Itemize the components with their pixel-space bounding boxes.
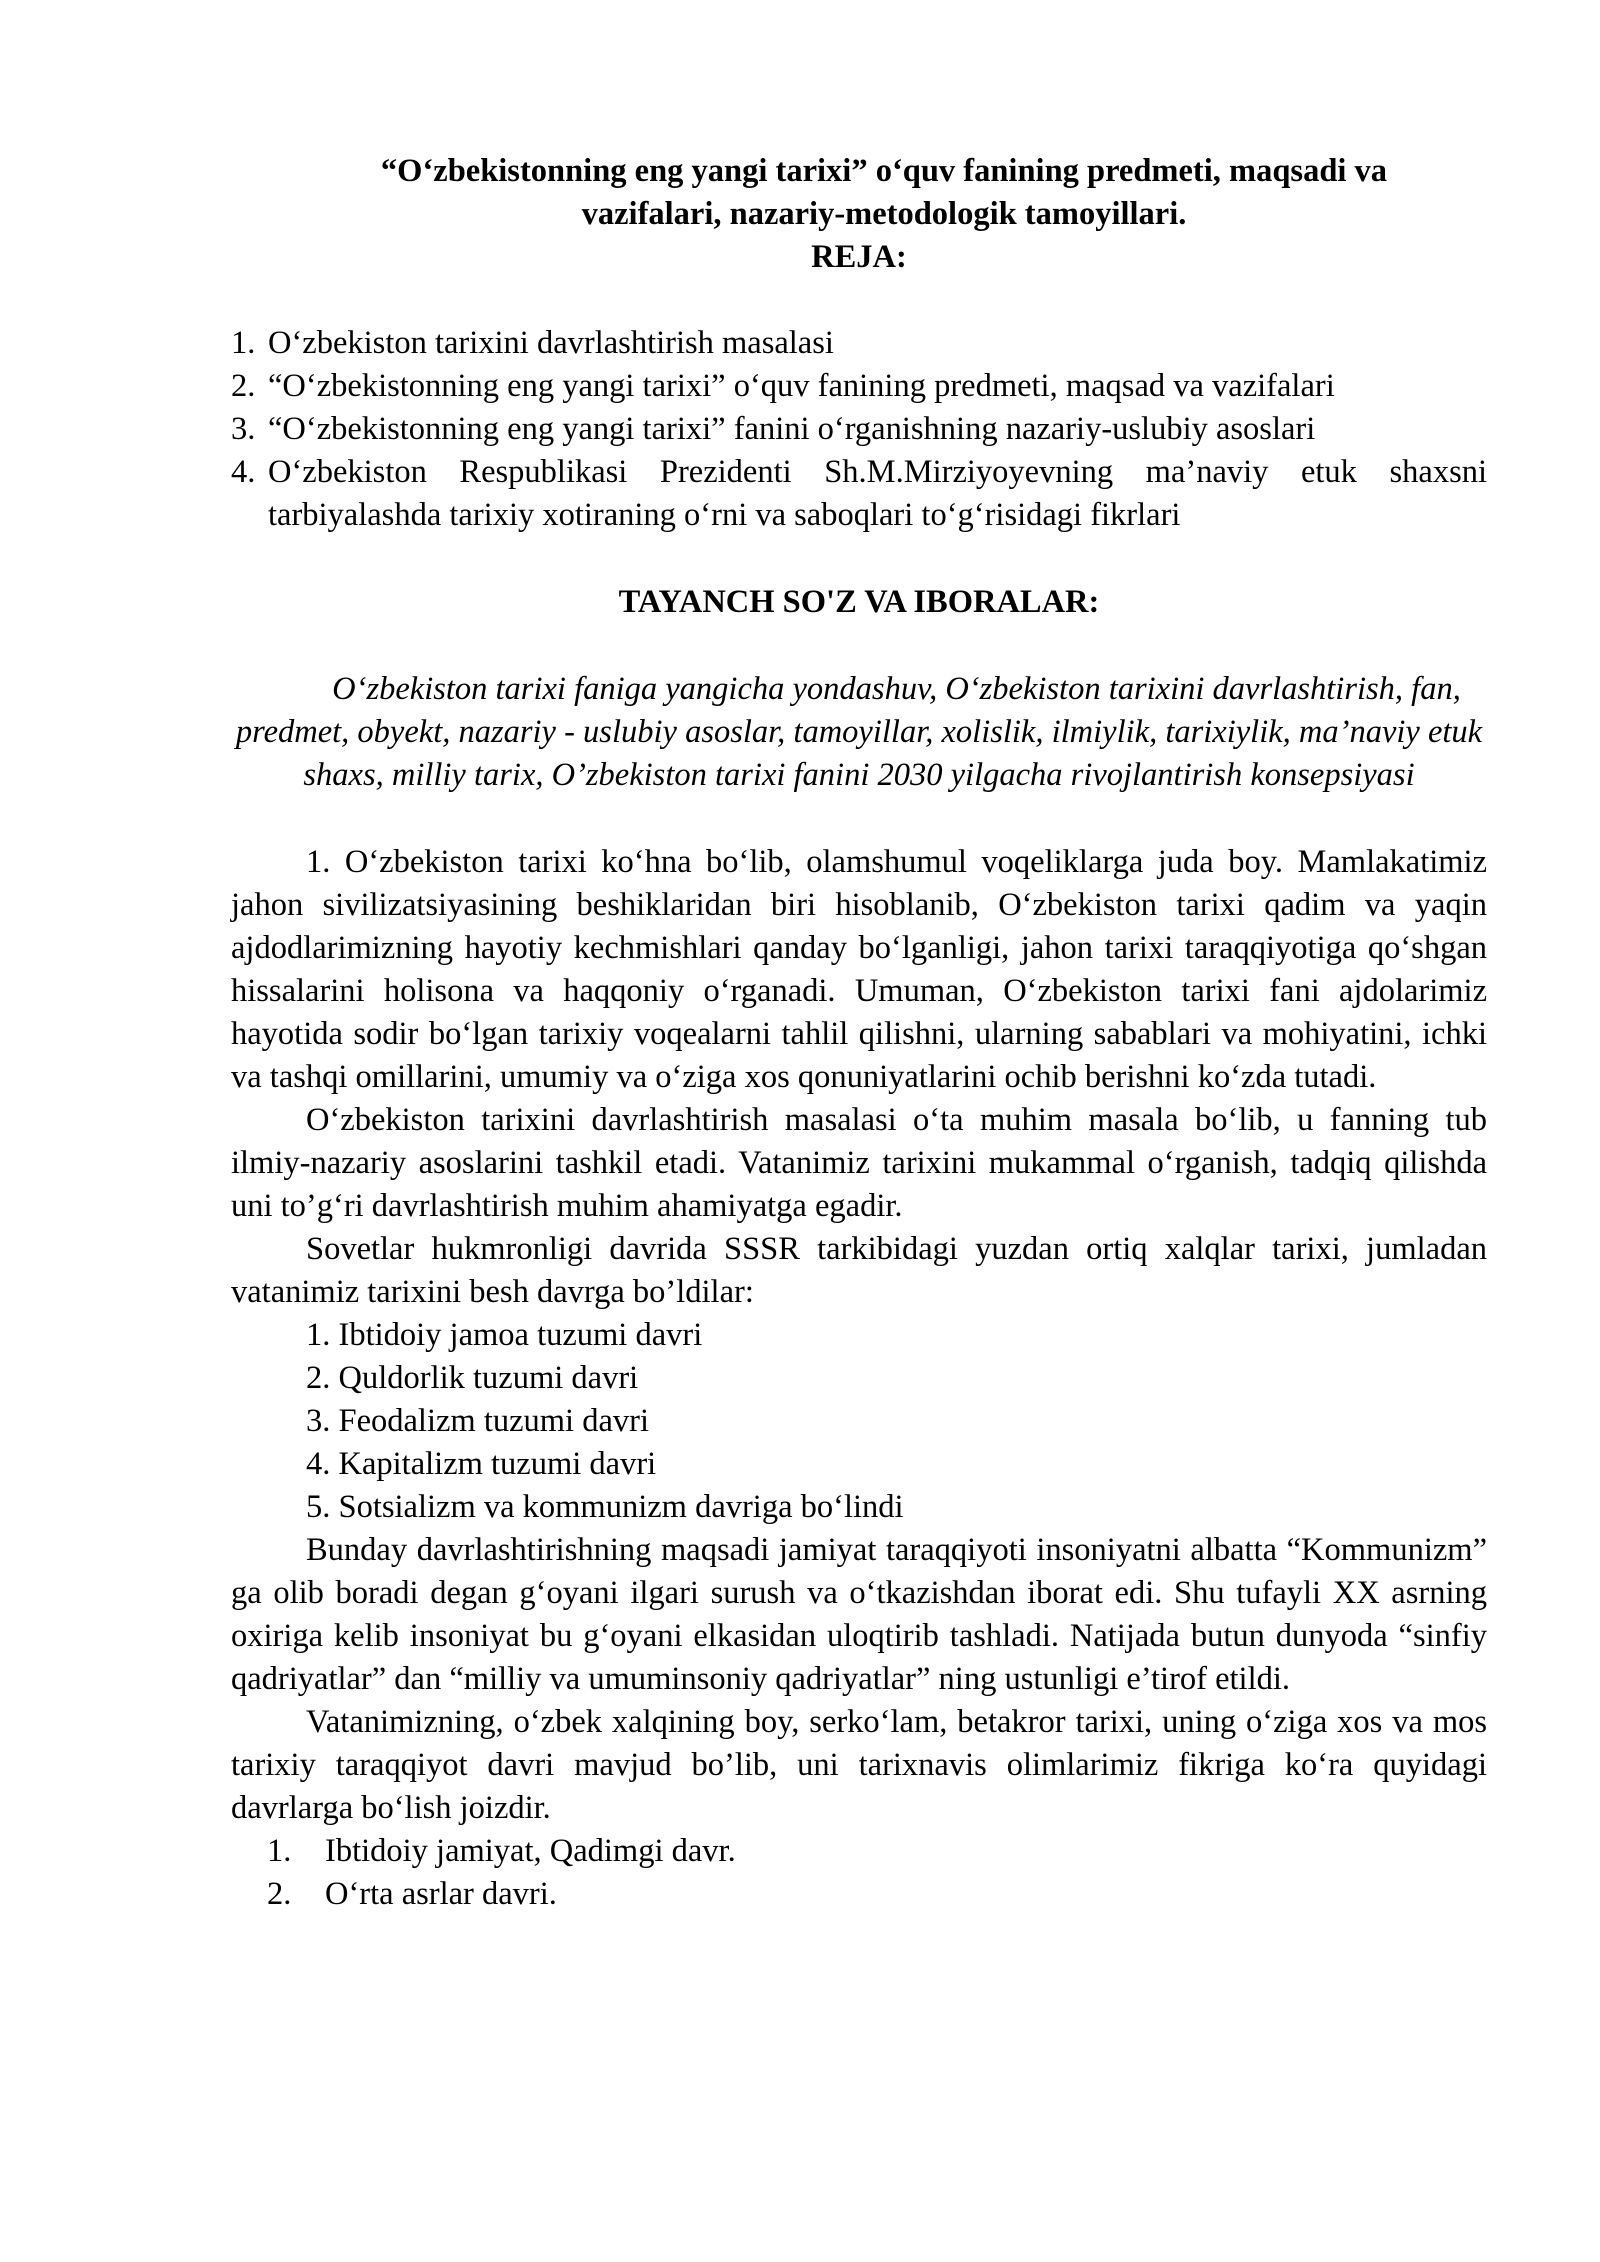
body-paragraph-5: Vatanimizning, o‘zbek xalqining boy, serko‘lam, betakror tarixi, uning o‘ziga xos va mos tarixiy taraqqiyot davri mavjud bo’lib, uni tarixnavis olimlarimiz fikriga ko‘ra quyidagi davrlarga bo‘lish joizdir. bbox=[231, 1704, 1487, 1826]
title-line-1: “O‘zbekistonning eng yangi tarixi” o‘quv fanining predmeti, maqsadi va bbox=[380, 153, 1388, 189]
document-title bbox=[231, 150, 1487, 236]
soviet-period-item: 5. Sotsializm va kommunizm davriga bo‘lindi bbox=[306, 1489, 904, 1525]
historian-period-item bbox=[267, 1873, 1487, 1916]
plan-item-text: “O‘zbekistonning eng yangi tarixi” o‘quv fanining predmeti, maqsad va vazifalari bbox=[268, 368, 1335, 404]
plan-item bbox=[231, 365, 1487, 408]
plan-item bbox=[231, 451, 1487, 537]
plan-list bbox=[231, 322, 1487, 537]
historian-period-text: Ibtidoiy jamiyat, Qadimgi davr. bbox=[325, 1833, 736, 1869]
plan-item-number: 4. bbox=[231, 454, 256, 490]
historian-period-number: 2. bbox=[267, 1876, 292, 1912]
plan-heading: REJA: bbox=[811, 239, 907, 275]
soviet-period-item: 3. Feodalizm tuzumi davri bbox=[306, 1403, 649, 1439]
plan-item-text: O‘zbekiston tarixini davrlashtirish masalasi bbox=[268, 325, 834, 361]
historian-period-text: O‘rta asrlar davri. bbox=[325, 1876, 557, 1912]
soviet-period-item: 2. Quldorlik tuzumi davri bbox=[306, 1360, 639, 1396]
historian-period-number: 1. bbox=[267, 1833, 292, 1869]
keywords-heading: TAYANCH SO'Z VA IBORALAR: bbox=[618, 584, 1100, 620]
historian-periods-list bbox=[231, 1830, 1487, 1916]
body-paragraph-3: Sovetlar hukmronligi davrida SSSR tarkibidagi yuzdan ortiq xalqlar tarixi, jumladan vatanimiz tarixini besh davrga bo’ldilar: bbox=[231, 1231, 1487, 1310]
plan-item-number: 2. bbox=[231, 368, 256, 404]
plan-item bbox=[231, 322, 1487, 365]
plan-item bbox=[231, 408, 1487, 451]
body-paragraph-4: Bunday davrlashtirishning maqsadi jamiyat taraqqiyoti insoniyatni albatta “Kommunizm” ga olib boradi degan g‘oyani ilgari surush va o‘tkazishdan iborat edi. Shu tufayli XX asrning oxiriga kelib insoniyat bu g‘oyani elkasidan uloqtirib tashladi. Natijada butun dunyoda “sinfiy qadriyatlar” dan “milliy va umuminsoniy qadriyatlar” ning ustunligi e’tirof etildi. bbox=[231, 1532, 1487, 1697]
historian-period-item bbox=[267, 1830, 1487, 1873]
title-line-2: vazifalari, nazariy-metodologik tamoyillari. bbox=[581, 196, 1187, 232]
plan-item-text: “O‘zbekistonning eng yangi tarixi” fanini o‘rganishning nazariy-uslubiy asoslari bbox=[268, 411, 1316, 447]
plan-item-number: 3. bbox=[231, 411, 256, 447]
soviet-period-item: 1. Ibtidoiy jamoa tuzumi davri bbox=[306, 1317, 703, 1353]
soviet-period-item: 4. Kapitalizm tuzumi davri bbox=[306, 1446, 657, 1482]
body-paragraph-2: O‘zbekiston tarixini davrlashtirish masalasi o‘ta muhim masala bo‘lib, u fanning tub ilmiy-nazariy asoslarini tashkil etadi. Vatanimiz tarixini mukammal o‘rganish, tadqiq qilishda uni to’g‘ri davrlashtirish muhim ahamiyatga egadir. bbox=[231, 1102, 1487, 1224]
plan-item-number: 1. bbox=[231, 325, 256, 361]
document-page bbox=[231, 150, 1487, 1916]
body-section bbox=[231, 841, 1487, 1916]
plan-item-text: O‘zbekiston Respublikasi Prezidenti Sh.M.Mirziyoyevning ma’naviy etuk shaxsni tarbiyalashda tarixiy xotiraning o‘rni va saboqlari to‘g‘risidagi fikrlari bbox=[268, 454, 1487, 533]
soviet-periods-list bbox=[231, 1314, 1487, 1529]
keywords-text: O‘zbekiston tarixi faniga yangicha yondashuv, O‘zbekiston tarixini davrlashtirish, fan, predmet, obyekt, nazariy - uslubiy asoslar, tamoyillar, xolislik, ilmiylik, tarixiylik, ma’naviy etuk shaxs, milliy tarix, O’zbekiston tarixi fanini 2030 yilgacha rivojlantirish konsepsiyasi bbox=[235, 671, 1483, 793]
body-paragraph-1: 1. O‘zbekiston tarixi ko‘hna bo‘lib, olamshumul voqeliklarga juda boy. Mamlakatimiz jahon sivilizatsiyasining beshiklaridan biri hisoblanib, O‘zbekiston tarixi qadim va yaqin ajdodlarimizning hayotiy kechmishlari qanday bo‘lganligi, jahon tarixi taraqqiyotiga qo‘shgan hissalarini holisona va haqqoniy o‘rganadi. Umuman, O‘zbekiston tarixi fani ajdolarimiz hayotida sodir bo‘lgan tarixiy voqealarni tahlil qilishni, ularning sabablari va mohiyatini, ichki va tashqi omillarini, umumiy va o‘ziga xos qonuniyatlarini ochib berishni ko‘zda tutadi. bbox=[231, 844, 1487, 1095]
